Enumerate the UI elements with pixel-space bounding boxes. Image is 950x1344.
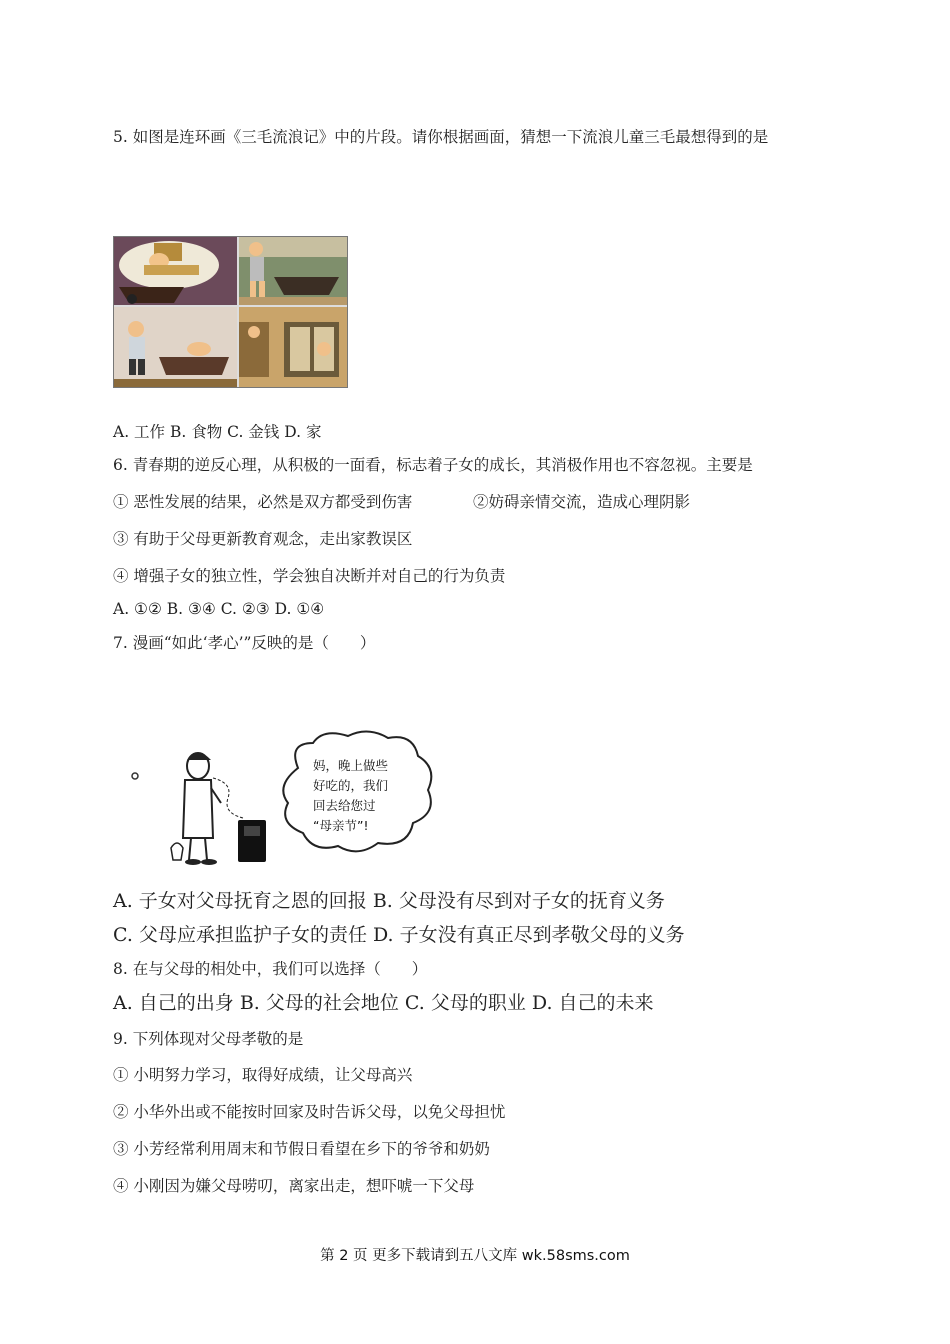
filial-piety-cartoon-image <box>113 728 443 878</box>
q9-stem: 9. 下列体现对父母孝敬的是 <box>113 1030 304 1048</box>
q9-item-1: ① 小明努力学习，取得好成绩，让父母高兴 <box>113 1066 413 1084</box>
bubble-line-4: “母亲节”! <box>313 818 369 833</box>
q6-item-3: ③ 有助于父母更新教育观念，走出家教误区 <box>113 530 413 548</box>
q7-options-line-1: A. 子女对父母抚育之恩的回报 B. 父母没有尽到对子女的抚育义务 <box>113 890 665 912</box>
page-footer: 第 2 页 更多下载请到五八文库 wk.58sms.com <box>320 1248 630 1264</box>
q5-stem: 5. 如图是连环画《三毛流浪记》中的片段。请你根据画面，猜想一下流浪儿童三毛最想得到的是 <box>113 128 769 146</box>
q9-item-3: ③ 小芳经常利用周末和节假日看望在乡下的爷爷和奶奶 <box>113 1140 490 1158</box>
q8-stem: 8. 在与父母的相处中，我们可以选择（ ） <box>113 960 428 978</box>
bubble-line-3: 回去给您过 <box>313 798 376 813</box>
q9-item-4: ④ 小刚因为嫌父母唠叨，离家出走，想吓唬一下父母 <box>113 1177 475 1195</box>
q6-item-2: ②妨碍亲情交流，造成心理阴影 <box>473 493 691 511</box>
q8-options: A. 自己的出身 B. 父母的社会地位 C. 父母的职业 D. 自己的未来 <box>113 992 654 1014</box>
q6-options: A. ①② B. ③④ C. ②③ D. ①④ <box>113 600 325 618</box>
q6-item-1: ① 恶性发展的结果，必然是双方都受到伤害 <box>113 493 413 511</box>
bubble-line-2: 好吃的，我们 <box>313 778 389 793</box>
q6-item-4: ④ 增强子女的独立性，学会独自决断并对自己的行为负责 <box>113 567 506 585</box>
q7-stem: 7. 漫画“如此‘孝心’”反映的是（ ） <box>113 634 376 652</box>
q9-item-2: ② 小华外出或不能按时回家及时告诉父母，以免父母担忧 <box>113 1103 506 1121</box>
q5-options: A. 工作 B. 食物 C. 金钱 D. 家 <box>113 423 322 441</box>
bubble-line-1: 妈，晚上做些 <box>313 758 389 773</box>
sanmao-comic-image <box>113 236 348 388</box>
q7-options-line-2: C. 父母应承担监护子女的责任 D. 子女没有真正尽到孝敬父母的义务 <box>113 924 685 946</box>
q6-stem: 6. 青春期的逆反心理，从积极的一面看，标志着子女的成长，其消极作用也不容忽视。主要是 <box>113 456 753 474</box>
